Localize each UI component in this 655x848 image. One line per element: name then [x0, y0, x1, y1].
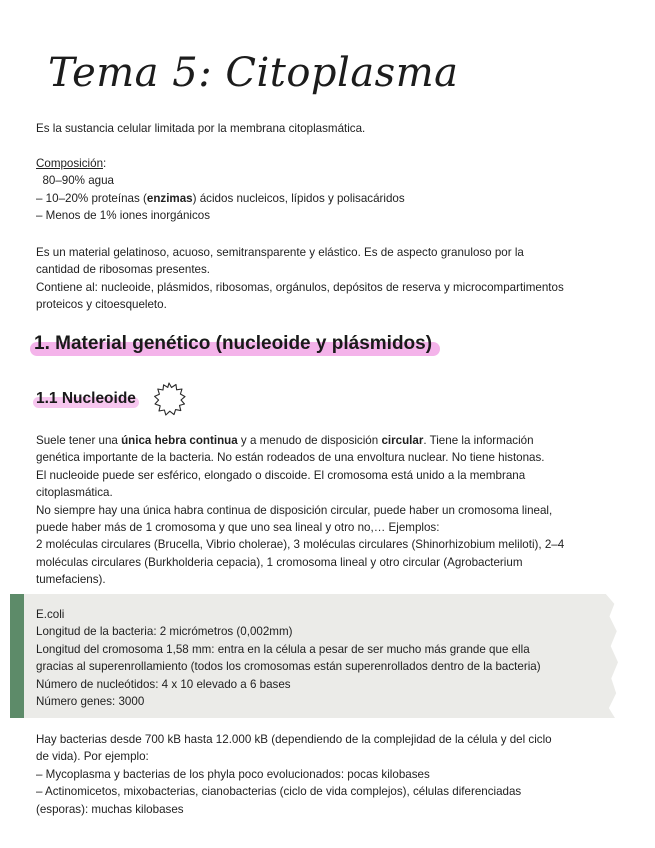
text-run: Suele tener una [36, 434, 122, 447]
nucleoide-line: genética importante de la bacteria. No están rodeados de una envoltura nuclear. No tiene histonas. [36, 451, 545, 465]
bold-run: circular [381, 434, 424, 447]
note-line: E.coli [36, 608, 65, 621]
nucleoide-line: citoplasmática. [36, 486, 113, 500]
composition-water: 80–90% agua [36, 174, 115, 188]
text-run: y a menudo de disposición [237, 434, 382, 447]
description-line: proteicos y citoesqueleto. [36, 298, 167, 312]
proteins-pre: – 10–20% proteínas ( [36, 191, 147, 205]
intro-text: Es la sustancia celular limitada por la membrana citoplasmática. [36, 122, 366, 135]
note-line: Número de nucleótidos: 4 x 10 elevado a 6 bases [36, 677, 291, 691]
nucleoide-line [36, 432, 616, 449]
nucleoide-line: 2 moléculas circulares (Brucella, Vibrio cholerae), 3 moléculas circulares (Shinorhizobium meliloti), 2–4 [36, 538, 565, 552]
description-block [36, 244, 616, 314]
description-line: Es un material gelatinoso, acuoso, semitransparente y elástico. Es de aspecto granuloso por la [36, 246, 524, 259]
composition-colon: : [103, 157, 107, 170]
page-title: Tema 5: Citoplasma [48, 50, 459, 96]
section-heading-1-text: 1. Material genético (nucleoide y plásmidos) [34, 333, 433, 354]
nucleoide-line: El nucleoide puede ser esférico, elongado o discoide. El cromosoma está unido a la membrana [36, 468, 526, 482]
genome-line: – Actinomicetos, mixobacterias, cianobacterias (ciclo de vida complejos), células diferenciadas [36, 785, 522, 799]
nucleoid-doodle-icon [148, 378, 190, 420]
nucleoide-line: moléculas circulares (Burkholderia cepacia), 1 cromosoma lineal y otro circular (Agrobacterium [36, 555, 523, 569]
nucleoide-line: puede haber más de 1 cromosoma y que uno sea lineal y otro no,… Ejemplos: [36, 521, 440, 535]
subsection-heading-1-1 [36, 390, 136, 408]
note-line: Longitud de la bacteria: 2 micrómetros (0,002mm) [36, 625, 293, 639]
note-line: gracias al superenrollamiento (todos los cromosomas están superenrollados dentro de la bacteria) [36, 660, 541, 674]
description-line: Contiene al: nucleoide, plásmidos, ribosomas, orgánulos, depósitos de reserva y microcompartimentos [36, 280, 564, 294]
description-line: cantidad de ribosomas presentes. [36, 263, 211, 277]
composition-heading [36, 155, 616, 172]
note-accent-bar [10, 594, 24, 718]
subsection-heading-text: 1.1 Nucleoide [36, 390, 136, 407]
proteins-post: ) ácidos nucleicos, lípidos y polisacáridos [192, 191, 405, 205]
note-line: Número genes: 3000 [36, 695, 145, 709]
composition-label: Composición [36, 157, 104, 170]
composition-block [36, 155, 616, 225]
genome-size-block [36, 731, 616, 818]
genome-line: (esporas): muchas kilobases [36, 802, 184, 816]
composition-proteins [36, 190, 616, 207]
genome-line: – Mycoplasma y bacterias de los phyla poco evolucionados: pocas kilobases [36, 767, 430, 781]
composition-ions: – Menos de 1% iones inorgánicos [36, 209, 211, 223]
nucleoide-block [36, 432, 616, 589]
note-line: Longitud del cromosoma 1,58 mm: entra en la célula a pesar de ser mucho más grande que ella [36, 642, 530, 656]
genome-line: de vida). Por ejemplo: [36, 750, 149, 764]
nucleoide-line: tumefaciens). [36, 573, 106, 587]
proteins-bold: enzimas [146, 191, 193, 205]
nucleoide-line: No siempre hay una única habra continua de disposición circular, puede haber un cromosoma lineal, [36, 503, 553, 517]
bold-run: única hebra continua [121, 434, 238, 447]
ecoli-note-text [36, 606, 541, 710]
section-heading-1 [34, 333, 432, 355]
text-run: . Tiene la información [423, 434, 534, 447]
genome-line: Hay bacterias desde 700 kB hasta 12.000 kB (dependiendo de la complejidad de la célula y del ciclo [36, 733, 552, 746]
